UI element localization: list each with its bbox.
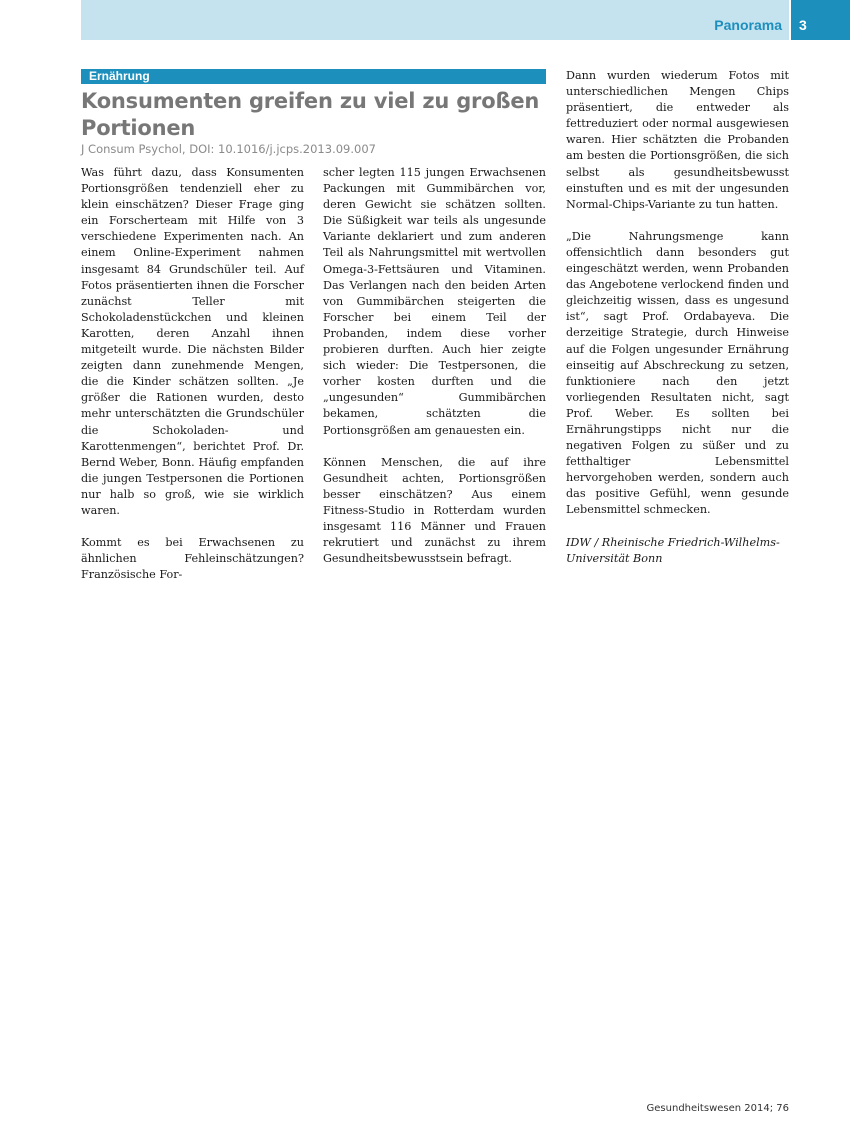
article-credit: IDW / Rheinische Friedrich-Wilhelms-Universität Bonn bbox=[566, 535, 780, 565]
paragraph: „Die Nahrungsmenge kann offensichtlich dann besonders gut eingeschätzt werden, wenn Probanden das Angebotene verlockend finden und gleichzeitig wissen, dass es ungesund ist“, sagt Prof. Ordabayeva. Die derzeitige Strategie, durch Hinweise auf die Folgen ungesunder Ernährung einseitig auf Abschreckung zu setzen, funktioniere nach den jetzt vorliegenden Resultaten nicht, sagt Prof. Weber. Es sollten bei Ernährungstipps nicht nur die negativen Folgen zu süßer und zu fetthaltiger Lebensmittel hervorgehoben werden, sondern auch das positive Gefühl, wenn gesunde Lebensmittel schmecken. bbox=[566, 229, 789, 517]
paragraph: scher legten 115 jungen Erwachsenen Packungen mit Gummibärchen vor, deren Gewicht sie schätzen sollten. Die Süßigkeit war teils als ungesunde Variante deklariert und zum anderen Teil als Nahrungsmittel mit wertvollen Omega-3-Fettsäuren und Vitaminen. Das Verlangen nach den beiden Arten von Gummibärchen steigerten die Forscher bei einem Teil der Probanden, indem diese vorher probieren durften. Auch hier zeigte sich wieder: Die Testpersonen, die vorher kosten durften und die „ungesunden“ Gummibärchen bekamen, schätzten die Portionsgrößen am genauesten ein. bbox=[323, 166, 546, 437]
page-number-tab bbox=[791, 0, 850, 40]
article-citation: J Consum Psychol, DOI: 10.1016/j.jcps.2013.09.007 bbox=[81, 142, 376, 156]
text-column-3 bbox=[566, 68, 789, 583]
article-title: Konsumenten greifen zu viel zu großen Portionen bbox=[81, 89, 540, 140]
header-band bbox=[81, 0, 789, 40]
text-column-2 bbox=[323, 165, 546, 583]
journal-footer: Gesundheitswesen 2014; 76 bbox=[646, 1103, 789, 1114]
section-label: Panorama bbox=[714, 17, 782, 33]
rubric-label: Ernährung bbox=[81, 69, 546, 84]
paragraph: Was führt dazu, dass Konsumenten Portionsgrößen tendenziell eher zu klein einschätzen? Dieser Frage ging ein Forscherteam mit Hilfe von 3 verschiedene Experimenten nach. An einem Online-Experiment nahmen insgesamt 84 Grundschüler teil. Auf Fotos präsentierten ihnen die Forscher zunächst Teller mit Schokoladenstückchen und kleinen Karotten, deren Anzahl ihnen mitgeteilt wurde. Die nächsten Bilder zeigten dann zunehmende Mengen, die die Kinder schätzen sollten. „Je größer die Rationen wurden, desto mehr unterschätzten die Grundschüler die Schokoladen- und Karottenmengen“, berichtet Prof. Dr. Bernd Weber, Bonn. Häufig empfanden die jungen Testpersonen die Portionen nur halb so groß, wie sie wirklich waren. bbox=[81, 166, 304, 517]
page-number: 3 bbox=[799, 17, 807, 33]
paragraph: Kommt es bei Erwachsenen zu ähnlichen Fehleinschätzungen? Französische For- bbox=[81, 536, 304, 582]
text-column-1 bbox=[81, 165, 304, 599]
paragraph: Dann wurden wiederum Fotos mit unterschiedlichen Mengen Chips präsentiert, die entweder als fettreduziert oder normal ausgewiesen waren. Hier schätzten die Probanden am besten die Portionsgrößen, die sich selbst als gesundheitsbewusst einstuften und es mit der ungesunden Normal-Chips-Variante zu tun hatten. bbox=[566, 69, 789, 211]
paragraph: Können Menschen, die auf ihre Gesundheit achten, Portionsgrößen besser einschätzen? Aus einem Fitness-Studio in Rotterdam wurden insgesamt 116 Männer und Frauen rekrutiert und zunächst zu ihrem Gesundheitsbewusstsein befragt. bbox=[323, 455, 546, 566]
